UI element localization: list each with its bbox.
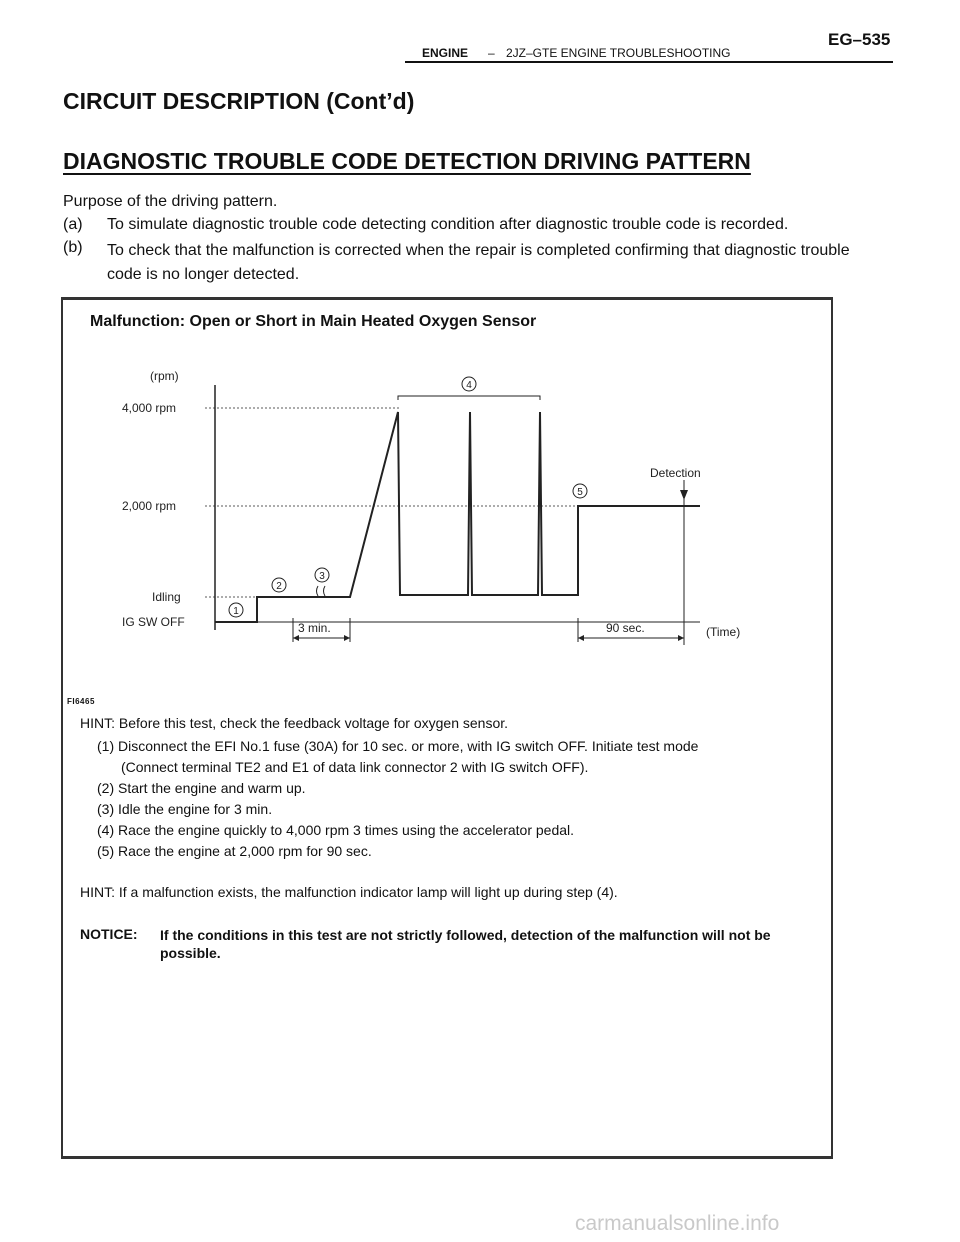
notice-text: If the conditions in this test are not strictly followed, detection of the malfunction will not be possible. — [160, 927, 771, 961]
arrow-head — [678, 635, 684, 641]
step-marker-5-label: 5 — [577, 487, 583, 498]
header-section: ENGINE — [422, 46, 469, 60]
notice-label: NOTICE: — [80, 926, 138, 942]
detection-label: Detection — [650, 466, 701, 480]
watermark: carmanualsonline.info — [575, 1212, 780, 1235]
arrow-head — [293, 635, 299, 641]
header-rule — [405, 61, 893, 63]
step-1: (1) Disconnect the EFI No.1 fuse (30A) for 10 sec. or more, with IG switch OFF. Initiate test mode — [97, 738, 699, 754]
header-subtitle: 2JZ–GTE ENGINE TROUBLESHOOTING — [506, 46, 731, 60]
step-marker-1-label: 1 — [233, 606, 239, 617]
page-title: CIRCUIT DESCRIPTION (Cont’d) — [63, 88, 415, 114]
purpose-line: Purpose of the driving pattern. — [63, 193, 278, 210]
section-title: DIAGNOSTIC TROUBLE CODE DETECTION DRIVING PATTERN — [63, 148, 751, 174]
arrow-head — [344, 635, 350, 641]
duration-90sec-label: 90 sec. — [606, 621, 645, 635]
step-1-continued: (Connect terminal TE2 and E1 of data link connector 2 with IG switch OFF). — [121, 759, 589, 775]
header-separator: – — [488, 46, 495, 60]
y-unit-label: (rpm) — [150, 369, 179, 383]
y-label-ig-sw-off: IG SW OFF — [122, 615, 185, 629]
hint-malfunction-lamp: HINT: If a malfunction exists, the malfunction indicator lamp will light up during step (4). — [80, 884, 618, 900]
item-b-text: To check that the malfunction is corrected when the repair is completed confirming that diagnostic trouble code is no longer detected. — [107, 242, 850, 283]
y-label-4000: 4,000 rpm — [122, 401, 177, 415]
page-id: EG–535 — [828, 30, 891, 49]
x-axis-label: (Time) — [706, 625, 741, 639]
step4-bracket — [398, 396, 540, 400]
step-marker-2-label: 2 — [276, 581, 282, 592]
step-4: (4) Race the engine quickly to 4,000 rpm 3 times using the accelerator pedal. — [97, 822, 575, 838]
step-3: (3) Idle the engine for 3 min. — [97, 801, 273, 817]
item-a-text: To simulate diagnostic trouble code detecting condition after diagnostic trouble code is recorded. — [107, 216, 789, 233]
step-2: (2) Start the engine and warm up. — [97, 780, 306, 796]
arrow-head — [578, 635, 584, 641]
rpm-trace — [215, 412, 700, 622]
detection-arrow-head — [680, 490, 688, 500]
hint-feedback: HINT: Before this test, check the feedback voltage for oxygen sensor. — [80, 715, 509, 731]
idle-break-mark — [317, 586, 326, 596]
item-b-label: (b) — [63, 239, 83, 256]
step-5: (5) Race the engine at 2,000 rpm for 90 sec. — [97, 843, 372, 859]
y-label-idling: Idling — [152, 590, 181, 604]
figure-id: FI6465 — [67, 697, 95, 706]
y-label-2000: 2,000 rpm — [122, 499, 177, 513]
duration-3min-label: 3 min. — [298, 621, 331, 635]
item-a-label: (a) — [63, 216, 83, 233]
step-marker-4-label: 4 — [466, 380, 472, 391]
malfunction-title: Malfunction: Open or Short in Main Heated Oxygen Sensor — [90, 313, 537, 330]
step-marker-3-label: 3 — [319, 571, 325, 582]
driving-pattern-diagram — [60, 360, 780, 660]
